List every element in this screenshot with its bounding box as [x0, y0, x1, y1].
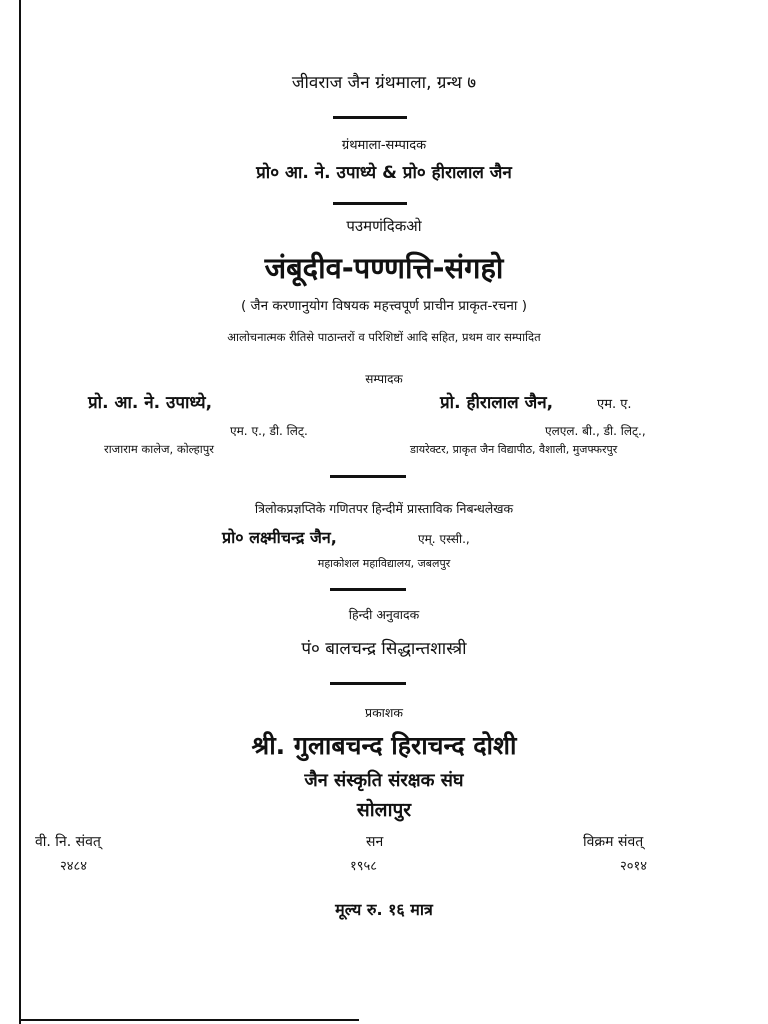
editor-left-affiliation: राजाराम कालेज, कोल्हापुर	[104, 442, 214, 456]
separator-rule	[330, 588, 406, 591]
introduction-heading: त्रिलोकप्रज्ञप्तिके गणितपर हिन्दीमें प्रास्ताविक निबन्धलेखक	[254, 501, 514, 516]
bottom-border-rule	[19, 1019, 359, 1021]
edition-note: आलोचनात्मक रीतिसे पाठान्तरों व परिशिष्टों आदि सहित, प्रथम वार सम्पादित	[227, 330, 541, 344]
publisher-organization: जैन संस्कृति संरक्षक संघ	[304, 770, 464, 791]
price-line: मूल्य रु. १६ मात्र	[335, 900, 433, 919]
series-line: जीवराज जैन ग्रंथमाला, ग्रन्थ ७	[291, 73, 477, 93]
editor-right-name: प्रो. हीरालाल जैन,	[440, 393, 554, 413]
book-subtitle: ( जैन करणानुयोग विषयक महत्त्वपूर्ण प्राचीन प्राकृत-रचना )	[241, 298, 527, 314]
separator-rule	[330, 682, 406, 685]
book-title: जंबूदीव-पण्णत्ति-संगहो	[264, 251, 504, 285]
publisher-name: श्री. गुलाबचन्द हिराचन्द दोशी	[251, 731, 517, 760]
series-editors-heading: ग्रंथमाला-सम्पादक	[341, 138, 427, 153]
vira-samvat-year: २४८४	[60, 859, 88, 874]
publisher-city: सोलापुर	[356, 799, 412, 821]
publisher-heading: प्रकाशक	[364, 705, 404, 720]
introduction-author-suffix: एम्. एस्सी.,	[418, 532, 470, 546]
vira-samvat-label: वी. नि. संवत्	[35, 834, 101, 850]
editor-left-name: प्रो. आ. ने. उपाध्ये,	[88, 393, 213, 413]
translator-name: पं० बालचन्द्र सिद्धान्तशास्त्री	[301, 639, 467, 659]
vikram-samvat-year: २०१४	[620, 859, 648, 874]
series-editors-names: प्रो० आ. ने. उपाध्ये & प्रो० हीरालाल जैन	[256, 163, 512, 183]
editor-right-degree: एलएल. बी., डी. लिट्.,	[545, 424, 646, 438]
editors-heading: सम्पादक	[365, 372, 403, 386]
vikram-samvat-label: विक्रम संवत्	[583, 834, 644, 850]
common-era-label: सन	[366, 834, 384, 850]
separator-rule	[333, 202, 407, 205]
editor-right-name-suffix: एम. ए.	[597, 397, 632, 412]
introduction-affiliation: महाकोशल महाविद्यालय, जबलपुर	[317, 557, 451, 570]
editor-left-degree: एम. ए., डी. लिट्.	[230, 424, 308, 438]
editor-right-affiliation: डायरेक्टर, प्राकृत जैन विद्यापीठ, वैशाली, मुजफ्फरपुर	[410, 443, 618, 456]
introduction-author-name: प्रो० लक्ष्मीचन्द्र जैन,	[222, 528, 337, 547]
translator-heading: हिन्दी अनुवादक	[348, 607, 420, 622]
common-era-year: १९५८	[350, 859, 378, 874]
separator-rule	[333, 116, 407, 119]
author-line: पउमणंदिकओ	[346, 217, 422, 235]
separator-rule	[330, 475, 406, 478]
